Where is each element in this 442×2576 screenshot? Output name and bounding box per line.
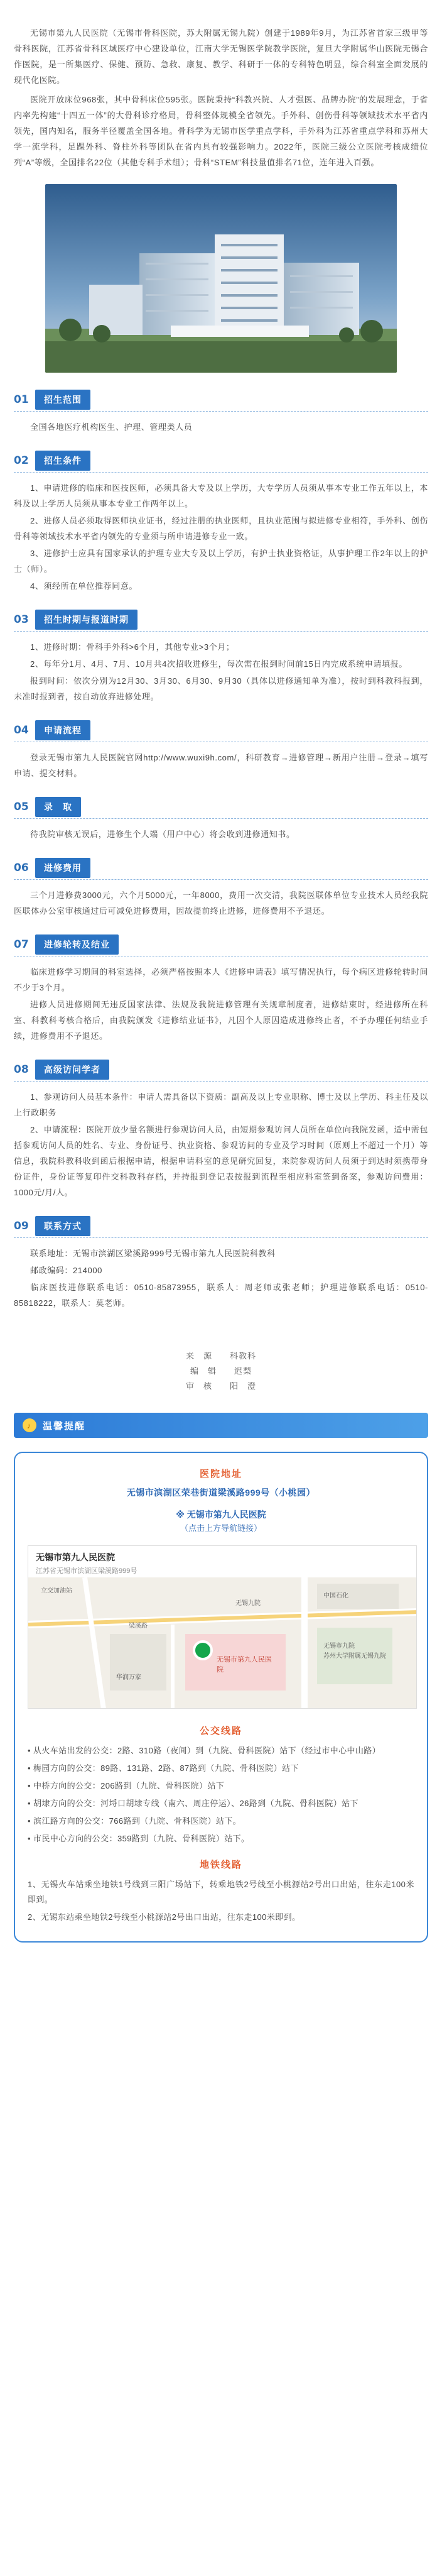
section-body bbox=[14, 1246, 428, 1311]
section-header bbox=[14, 933, 428, 956]
section-paragraph: 2、每年分1月、4月、7月、10月共4次招收进修生，每次需在报到时间前15日内完成系统申请填报。 bbox=[30, 659, 407, 669]
credit-value: 科教科 bbox=[229, 1351, 256, 1361]
section-header bbox=[14, 718, 428, 742]
section-body bbox=[14, 419, 428, 435]
section-number: 09 bbox=[14, 1219, 29, 1232]
section bbox=[14, 933, 428, 1044]
section bbox=[14, 856, 428, 919]
hospital-building-photo bbox=[45, 184, 397, 373]
section-number: 01 bbox=[14, 393, 29, 406]
section-list bbox=[14, 388, 428, 1311]
bus-route-item: • 滨江路方向的公交：766路到（九院、骨科医院）站下。 bbox=[28, 1816, 242, 1826]
section-header bbox=[14, 795, 428, 819]
tips-banner bbox=[14, 1413, 428, 1438]
section bbox=[14, 1214, 428, 1311]
section-paragraph: 临床进修学习期间的科室选择，必须严格按照本人《进修申请表》填写情况执行，每个病区进修轮转时间不少于3个月。 bbox=[14, 967, 428, 992]
section-paragraph: 三个月进修费3000元，六个月5000元，一年8000，费用一次交清，我院医联体单位专业技术人员经我院医联体办公室审核通过后可减免进修费用，因故提前终止进修，进修费用不予退还。 bbox=[14, 891, 428, 916]
section-paragraph: 临床医技进修联系电话：0510-85873955，联系人：周老师或张老师；护理进修联系电话：0510-85818222，联系人：莫老师。 bbox=[14, 1283, 428, 1308]
map-label: 苏州大学附属无锡九院 bbox=[323, 1653, 386, 1660]
map-label: 梁溪路 bbox=[129, 1623, 148, 1630]
section-title: 联系方式 bbox=[35, 1216, 90, 1236]
section bbox=[14, 608, 428, 704]
section-paragraph: 2、进修人员必须取得医师执业证书，经过注册的执业医师，且执业范围与拟进修专业相符，手外科、创伤骨科等领域技术水平省内领先的专业须与所申请进修专业一致。 bbox=[14, 516, 428, 541]
section-title: 招生范围 bbox=[35, 390, 90, 410]
bus-heading: 公交线路 bbox=[199, 1726, 242, 1736]
credit-label: 审 核 bbox=[185, 1381, 212, 1391]
section-title: 高级访问学者 bbox=[35, 1060, 109, 1080]
map-label: 无锡市九院 bbox=[323, 1643, 355, 1650]
section-header bbox=[14, 1214, 428, 1238]
credits bbox=[14, 1349, 428, 1394]
intro-paragraph: 医院开放床位968张，其中骨科床位595张。医院秉持“科教兴院、人才强医、品牌办院”的发展理念，于省内率先构建“十四五一体”的大骨科诊疗格局，骨科整体规模全省领先。手外科、创伤骨科等领域技术水平省内领先，国内知名，服务半径覆盖全国各地。骨科学为无锡市医学重点学科，手外科为江苏省重点学科和苏州大学一流学科，足踝外科、脊柱外科等团队在省内具有较强影响力。2022年，医院三级公立医院考核成绩位列“A”等级，全国排名22位（其他专科手术组）；骨科“STEM”科技量值排名71位，连年进入百强。 bbox=[14, 95, 428, 167]
section-header bbox=[14, 388, 428, 412]
section-number: 04 bbox=[14, 723, 29, 737]
section-paragraph: 联系地址：无锡市滨湖区梁溪路999号无锡市第九人民医院科教科 bbox=[30, 1249, 276, 1258]
section bbox=[14, 449, 428, 594]
bus-route-item: • 市民中心方向的公交：359路到（九院、骨科医院）站下。 bbox=[28, 1834, 250, 1843]
section-body bbox=[14, 887, 428, 919]
credit-label: 来 源 bbox=[185, 1351, 212, 1361]
credit-review bbox=[14, 1379, 428, 1394]
map-label: 无锡九院 bbox=[235, 1600, 261, 1607]
bell-icon: ♪ bbox=[23, 1418, 36, 1432]
section-body bbox=[14, 964, 428, 1044]
section bbox=[14, 718, 428, 781]
map-label: 立交加油站 bbox=[41, 1587, 72, 1594]
metro-route-list bbox=[28, 1877, 414, 1925]
hospital-nav-hint: （点击上方导航链接） bbox=[180, 1523, 262, 1533]
section-title: 录 取 bbox=[35, 797, 81, 817]
section bbox=[14, 795, 428, 842]
section-header bbox=[14, 608, 428, 632]
section-number: 06 bbox=[14, 861, 29, 874]
credit-value: 迟梨 bbox=[234, 1366, 252, 1376]
bus-route-list bbox=[28, 1743, 414, 1846]
section-body bbox=[14, 826, 428, 842]
credit-source bbox=[14, 1349, 428, 1364]
bus-route-item: • 胡埭方向的公交：河埒口胡埭专线（南六、周庄停运）、26路到（九院、骨科医院）站下 bbox=[28, 1799, 358, 1808]
address-heading: 医院地址 bbox=[199, 1469, 242, 1479]
section-paragraph: 1、申请进修的临床和医技医师，必须具备大专及以上学历，大专学历人员须从事本专业工作五年以上，本科及以上学历人员须从事本专业工作两年以上。 bbox=[14, 483, 428, 508]
section-paragraph: 1、参观访问人员基本条件：申请人需具备以下资质：副高及以上专业职称、博士及以上学历、科主任及以上行政职务 bbox=[14, 1092, 428, 1117]
section-title: 申请流程 bbox=[35, 720, 90, 740]
metro-route-item: 2、无锡东站乘坐地铁2号线至小桃源站2号出口出站，往东走100米即到。 bbox=[28, 1912, 301, 1922]
section-title: 进修轮转及结业 bbox=[35, 934, 119, 955]
section bbox=[14, 1058, 428, 1200]
section-paragraph: 进修人员进修期间无违反国家法律、法规及我院进修管理有关规章制度者，进修结束时，经进修所在科室、科教科考核合格后，由我院颁发《进修结业证书》，凡因个人原因造成进修终止者，不予办理任何结业手续，进修费用不予退还。 bbox=[14, 1000, 428, 1041]
section-number: 03 bbox=[14, 613, 29, 626]
map-label: 无锡市第九人民医院 bbox=[217, 1656, 272, 1674]
map-header bbox=[28, 1546, 416, 1577]
section-paragraph: 登录无锡市第九人民医院官网http://www.wuxi9h.com/，科研教育→进修管理→新用户注册→登录→填写申请、提交材料。 bbox=[14, 753, 428, 778]
hospital-info-card bbox=[14, 1452, 428, 1943]
map-pin-icon bbox=[193, 1640, 213, 1660]
bus-route-item: • 梅园方向的公交：89路、131路、2路、87路到（九院、骨科医院）站下 bbox=[28, 1763, 299, 1773]
metro-heading: 地铁线路 bbox=[199, 1860, 242, 1870]
location-map[interactable] bbox=[28, 1545, 417, 1709]
section-paragraph: 4、须经所在单位推荐同意。 bbox=[30, 581, 138, 591]
section-number: 02 bbox=[14, 454, 29, 467]
section-header bbox=[14, 449, 428, 473]
section-title: 进修费用 bbox=[35, 858, 90, 878]
map-place-name: 无锡市第九人民医院 bbox=[36, 1552, 115, 1562]
section-paragraph: 全国各地医疗机构医生、护理、管理类人员 bbox=[30, 422, 193, 432]
section-paragraph: 2、申请流程：医院开放少量名额进行参观访问人员，由短期参观访问人员所在单位向我院发函，适中需包括参观访问人员的姓名、专业、身份证号、执业资格、参观访问的专业及学习时间（原则上不超过一个月）等信息，我院科教科收到函后根据申请，根据申请科室的意见研究回复，来院参观访问人员须于到达时须携带身份证件，身份证等复印件交科教科存档，并持报到登记表按报到流程至相应科室签到备案，参观访问费用：1000元/月/人。 bbox=[14, 1125, 428, 1197]
section-header bbox=[14, 856, 428, 880]
section-paragraph: 邮政编码：214000 bbox=[30, 1266, 102, 1275]
section-paragraph: 3、进修护士应具有国家承认的护理专业大专及以上学历，有护士执业资格证，从事护理工作2年以上的护士（师）。 bbox=[14, 549, 428, 574]
section-number: 07 bbox=[14, 938, 29, 951]
section-number: 08 bbox=[14, 1063, 29, 1076]
section-body bbox=[14, 480, 428, 594]
credit-label: 编 辑 bbox=[190, 1366, 217, 1376]
section bbox=[14, 388, 428, 435]
bus-route-item: • 从火车站出发的公交：2路、310路（夜间）到（九院、骨科医院）站下（经过市中心中山路） bbox=[28, 1746, 381, 1755]
credit-editor bbox=[14, 1364, 428, 1379]
section-paragraph: 报到时间：依次分别为12月30、3月30、6月30、9月30（具体以进修通知单为准），按时到科教科报到，未准时报到者，按自动放弃进修处理。 bbox=[14, 676, 428, 701]
hospital-address: 无锡市滨湖区荣巷街道梁溪路999号（小桃园） bbox=[126, 1488, 316, 1498]
credit-value: 阳 澄 bbox=[229, 1381, 256, 1391]
section-header bbox=[14, 1058, 428, 1082]
section-body bbox=[14, 750, 428, 781]
section-title: 招生条件 bbox=[35, 451, 90, 471]
section-body bbox=[14, 1089, 428, 1200]
tips-label: 温馨提醒 bbox=[43, 1420, 86, 1432]
intro bbox=[14, 0, 428, 170]
map-label: 中国石化 bbox=[323, 1592, 348, 1599]
metro-route-item: 1、无锡火车站乘坐地铁1号线到三阳广场站下，转乘地铁2号线至小桃源站2号出口出站，往东走100米即到。 bbox=[28, 1880, 414, 1904]
section-paragraph: 待我院审核无误后，进修生个人端（用户中心）将会收到进修通知书。 bbox=[30, 830, 295, 839]
section-number: 05 bbox=[14, 800, 29, 813]
hospital-nav-link[interactable]: ※ 无锡市第九人民医院 bbox=[176, 1510, 266, 1520]
bus-route-item: • 中桥方向的公交：206路到（九院、骨科医院）站下 bbox=[28, 1781, 225, 1790]
map-label: 华润万家 bbox=[116, 1674, 141, 1681]
section-title: 招生时期与报道时期 bbox=[35, 610, 137, 630]
section-paragraph: 1、进修时期：骨科手外科>6个月，其他专业>3个月； bbox=[30, 642, 235, 652]
section-body bbox=[14, 639, 428, 704]
map-place-address: 江苏省无锡市滨湖区梁溪路999号 bbox=[36, 1567, 137, 1575]
intro-paragraph: 无锡市第九人民医院（无锡市骨科医院，苏大附属无锡九院）创建于1989年9月，为江苏省首家三级甲等骨科医院，江苏省骨科区域医疗中心建设单位，江南大学无锡医学院教学医院，复旦大学附属华山医院无锡合作医院，是一所集医疗、保健、预防、急救、康复、教学、科研于一体的专科特色明显，综合科室全面发展的现代化医院。 bbox=[14, 28, 428, 85]
